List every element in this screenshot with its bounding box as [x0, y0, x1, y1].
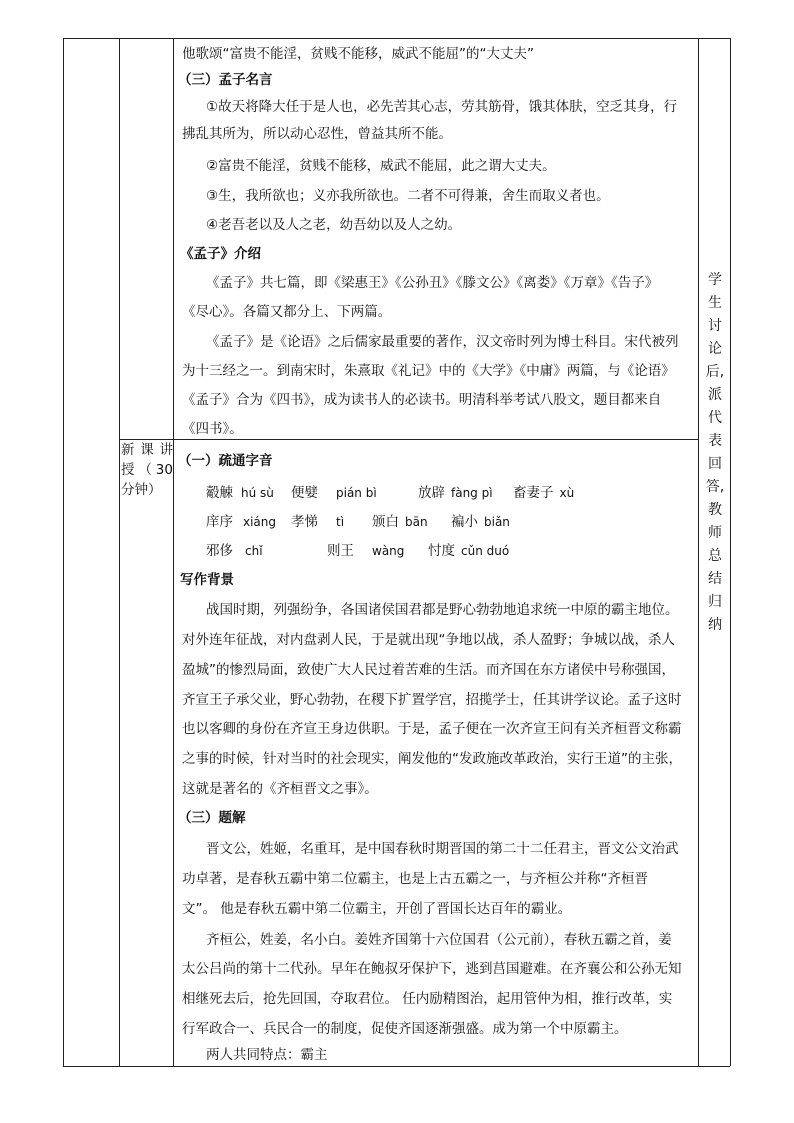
- text-line: 晋文公，姓姬，名重耳，是中国春秋时期晋国的第二十二任君主，晋文公文治武: [206, 841, 679, 857]
- text-line: 相继死去后，抢先回国，夺取君位。 任内励精图治，起用管仲为相，推行改革，实: [182, 991, 673, 1007]
- pron-pinyin: biǎn: [484, 515, 510, 529]
- side-char: 归: [708, 594, 722, 610]
- side-char: 总: [708, 548, 722, 564]
- side-char: 答,: [705, 479, 725, 495]
- text-line: 《孟子》合为《四书》，成为读书人的必读书。明清科举考试八股文，题目都来自: [182, 392, 662, 408]
- text-line: ①故天将降大任于是人也，必先苦其心志，劳其筋骨，饿其体肤，空乏其身，行: [206, 99, 678, 115]
- side-char: 教: [708, 502, 722, 518]
- section-heading: （一）疏通字音: [178, 453, 273, 469]
- table-border-right: [730, 38, 731, 1066]
- pronunciation-row: [206, 483, 574, 503]
- text-line: 为十三经之一。到南宋时，朱熹取《礼记》中的《大学》《中庸》两篇，与《论语》: [182, 363, 675, 379]
- pron-word: 便嬖: [291, 485, 318, 501]
- text-line: 文”。 他是春秋五霸中第二位霸主，开创了晋国长达百年的霸业。: [182, 901, 572, 917]
- text-line: 行军政合一、兵民合一的制度，促使齐国逐渐强盛。成为第一个中原霸主。: [182, 1021, 628, 1037]
- side-char: 生: [708, 295, 722, 311]
- side-char: 纳: [708, 617, 722, 633]
- text-line: 太公吕尚的第十二代孙。早年在鲍叔牙保护下，逃到莒国避难。在齐襄公和公孙无知: [182, 961, 682, 977]
- side-char: 结: [708, 571, 722, 587]
- side-char: 回: [708, 456, 722, 472]
- text-line: 盈城”的惨烈局面，致使广大人民过着苦难的生活。而齐国在东方诸侯中号称强国，: [182, 662, 675, 678]
- pron-word: 邪侈: [206, 543, 233, 559]
- pron-word: 忖度: [428, 543, 455, 559]
- text-line: 两人共同特点：霸主: [206, 1047, 328, 1063]
- side-char: 师: [708, 525, 722, 541]
- text-line: ②富贵不能淫，贫贱不能移，威武不能屈，此之谓大丈夫。: [206, 158, 556, 174]
- pron-word: 觳觫: [206, 485, 233, 501]
- text-line: 功卓著，是春秋五霸中第二位霸主，也是上古五霸之一，与齐桓公并称“齐桓晋: [182, 871, 648, 887]
- pron-pinyin: fàng pì: [451, 486, 493, 500]
- section-heading: （三）题解: [178, 810, 246, 826]
- text-line: ③生，我所欲也；义亦我所欲也。二者不可得兼，舍生而取义者也。: [206, 188, 610, 204]
- section-heading: （三）孟子名言: [178, 72, 273, 88]
- pronunciation-row: [206, 541, 509, 561]
- table-divider-1: [119, 38, 120, 1066]
- text-line: 战国时期，列强纷争，各国诸侯国君都是野心勃勃地追求统一中原的霸主地位。: [206, 602, 679, 618]
- table-divider-2: [173, 38, 174, 1066]
- pron-word: 孝悌: [291, 514, 318, 530]
- section-label: 新课讲授（30分钟）: [121, 442, 173, 498]
- section-heading: 写作背景: [180, 572, 234, 588]
- pron-word: 庠序: [206, 514, 233, 530]
- side-char: 表: [708, 433, 722, 449]
- side-char: 论: [708, 341, 722, 357]
- pron-word: 则王: [327, 543, 354, 559]
- pron-pinyin: bān: [405, 515, 428, 529]
- text-line: 齐桓公，姓姜，名小白。姜姓齐国第十六位国君（公元前），春秋五霸之首，姜: [206, 932, 672, 948]
- side-char: 讨: [708, 318, 722, 334]
- pron-pinyin: cǔn duó: [461, 544, 510, 558]
- side-char: 后,: [705, 364, 725, 380]
- text-line: 《孟子》是《论语》之后儒家最重要的著作，汉文帝时列为博士科目。宋代被列: [206, 334, 679, 350]
- text-line: 《尽心》。各篇又都分上、下两篇。: [182, 304, 392, 320]
- side-char: 代: [708, 410, 722, 426]
- text-line: 他歌颂“富贵不能淫，贫贱不能移，威武不能屈”的“大丈夫”: [182, 46, 534, 62]
- text-line: 对外连年征战，对内盘剥人民，于是就出现“争地以战，杀人盈野；争城以战，杀人: [182, 632, 675, 648]
- text-line: 齐宣王子承父业，野心勃勃，在稷下扩置学宫，招揽学士，任其讲学议论。孟子这时: [182, 692, 682, 708]
- pron-pinyin: tì: [336, 515, 345, 529]
- pron-word: 畜妻子: [513, 485, 554, 501]
- text-line: ④老吾老以及人之老，幼吾幼以及人之幼。: [206, 217, 462, 233]
- section-heading: 《孟子》介绍: [180, 246, 261, 262]
- pron-pinyin: wàng: [372, 544, 405, 558]
- pron-pinyin: xù: [559, 486, 575, 500]
- pron-pinyin: pián bì: [336, 486, 377, 500]
- table-border-left: [63, 38, 64, 1066]
- text-line: 之事的时候，针对当时的社会现实，阐发他的“发政施改革政治，实行王道”的主张，: [182, 751, 682, 767]
- text-line: 《四书》。: [182, 421, 243, 437]
- pron-pinyin: chǐ: [245, 544, 263, 558]
- pronunciation-row: [206, 512, 510, 532]
- pron-pinyin: hú sù: [241, 486, 274, 500]
- side-char: 学: [708, 272, 722, 288]
- pron-word: 颁白: [372, 514, 399, 530]
- table-divider-3: [698, 38, 699, 1066]
- table-border-bottom: [63, 1066, 730, 1067]
- pron-pinyin: xiáng: [243, 515, 277, 529]
- text-line: 这就是著名的《齐桓晋文之事》。: [182, 781, 378, 797]
- pron-word: 放辟: [418, 485, 445, 501]
- pron-word: 褊小: [451, 514, 478, 530]
- text-line: 拂乱其所为，所以动心忍性，曾益其所不能。: [182, 126, 452, 142]
- table-row-divider: [119, 439, 698, 440]
- table-border-top: [63, 38, 730, 39]
- text-line: 《孟子》共七篇，即《梁惠王》《公孙丑》《滕文公》《离娄》《万章》《告子》: [206, 275, 659, 291]
- side-char: 派: [708, 387, 722, 403]
- text-line: 也以客卿的身份在齐宣王身边供职。于是，孟子便在一次齐宣王问有关齐桓晋文称霸: [182, 721, 682, 737]
